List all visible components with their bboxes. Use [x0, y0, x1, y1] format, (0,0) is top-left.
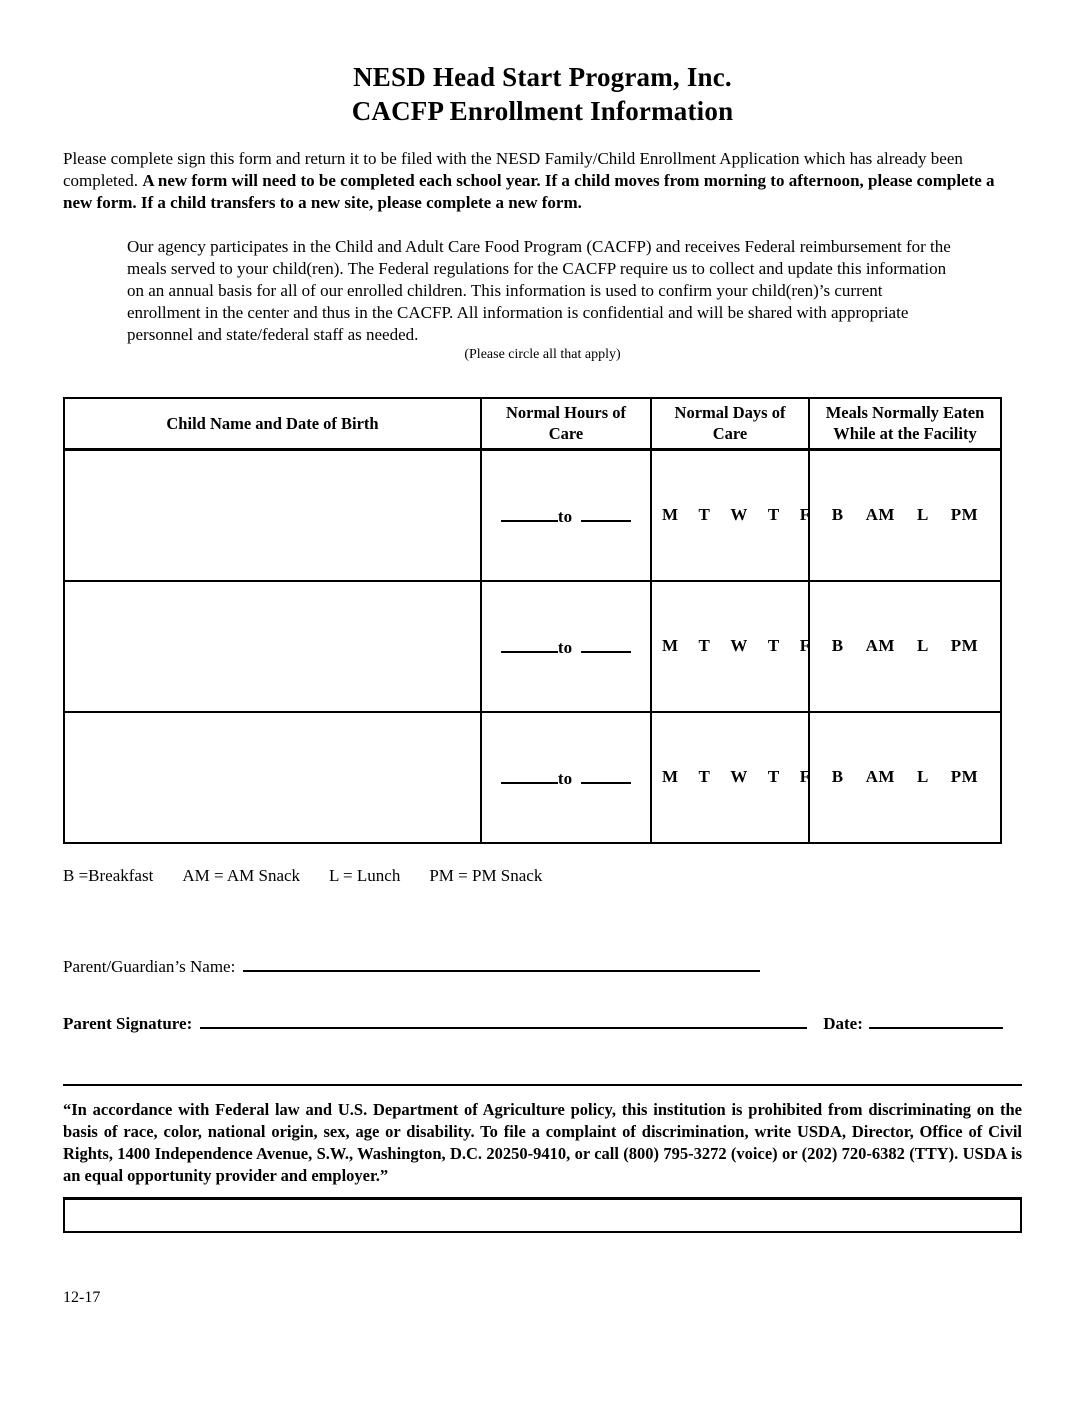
hours-from-blank[interactable] [501, 504, 558, 522]
day-option-monday[interactable]: M [662, 505, 679, 525]
legend-pm-snack: PM = PM Snack [429, 865, 543, 885]
signature-row [63, 1013, 1022, 1034]
meal-option-lunch[interactable]: L [916, 505, 929, 525]
meal-option-pm-snack[interactable]: PM [950, 636, 979, 655]
day-option-thursday[interactable]: T [767, 636, 780, 655]
meal-option-breakfast[interactable]: B [831, 636, 844, 655]
parent-signature-label: Parent Signature: [63, 1013, 193, 1033]
agency-paragraph: Our agency participates in the Child and Adult Care Food Program (CACFP) and receives Federal reimbursement for the meals served to your child(ren). The Federal regulations for the CACFP require us to collect and update this information on an annual basis for all of our enrolled children. This information is used to confirm your child(ren)’s current enrollment in the center and thus in the CACFP. All information is confidential and will be shared with appropriate personnel and state/federal staff as needed. [127, 237, 951, 344]
table-row [64, 581, 1001, 712]
date-blank[interactable] [869, 1013, 1003, 1029]
meal-option-pm-snack[interactable]: PM [950, 505, 979, 525]
meal-option-breakfast[interactable]: B [831, 505, 844, 525]
meal-option-lunch[interactable]: L [916, 767, 929, 786]
day-option-wednesday[interactable]: W [730, 767, 748, 786]
form-revision-code: 12-17 [63, 1288, 101, 1306]
meals-cell [809, 450, 1001, 581]
header-meals-eaten: Meals Normally Eaten While at the Facility [809, 398, 1001, 450]
day-option-thursday[interactable]: T [767, 505, 780, 525]
hours-to-word: to [557, 506, 573, 526]
day-option-wednesday[interactable]: W [730, 505, 748, 525]
table-header-row [64, 398, 1001, 450]
hours-from-blank[interactable] [501, 635, 558, 653]
legend-lunch: L = Lunch [329, 865, 401, 885]
meal-option-pm-snack[interactable]: PM [950, 767, 979, 786]
header-normal-days: Normal Days of Care [651, 398, 809, 450]
day-option-monday[interactable]: M [662, 636, 679, 655]
days-cell [651, 450, 809, 581]
hours-cell [481, 712, 651, 843]
hours-to-word: to [557, 768, 573, 788]
child-name-cell[interactable] [64, 450, 481, 581]
intro-text-bold: A new form will need to be completed each school year. If a child moves from morning to afternoon, please complete a new form. If a child transfers to a new site, please complete a new form. [63, 171, 995, 212]
legend-breakfast: B =Breakfast [63, 865, 154, 885]
hours-to-blank[interactable] [581, 635, 631, 653]
hours-from-blank[interactable] [501, 766, 558, 784]
day-option-friday[interactable]: F [799, 505, 811, 525]
intro-paragraph [63, 148, 1022, 214]
day-option-monday[interactable]: M [662, 767, 679, 786]
parent-name-row [63, 956, 1022, 977]
date-label: Date: [823, 1013, 863, 1033]
meal-option-am-snack[interactable]: AM [865, 636, 895, 655]
day-option-friday[interactable]: F [799, 636, 811, 655]
day-option-tuesday[interactable]: T [698, 505, 711, 525]
meals-cell [809, 581, 1001, 712]
child-name-cell[interactable] [64, 712, 481, 843]
days-cell [651, 581, 809, 712]
meal-option-am-snack[interactable]: AM [865, 505, 895, 525]
hours-to-word: to [557, 637, 573, 657]
usda-disclaimer: “In accordance with Federal law and U.S. Department of Agriculture policy, this institution is prohibited from discriminating on the basis of race, color, national origin, sex, age or disability. To file a complaint of discrimination, write USDA, Director, Office of Civil Rights, 1400 Independence Avenue, S.W., Washington, D.C. 20250-9410, or call (800) 795-3272 (voice) or (202) 720-6382 (TTY). USDA is an equal opportunity provider and employer.” [63, 1099, 1022, 1185]
day-option-thursday[interactable]: T [767, 767, 780, 786]
table-row [64, 450, 1001, 581]
meal-option-am-snack[interactable]: AM [865, 767, 895, 786]
meal-legend [63, 866, 1022, 886]
title-line-2: CACFP Enrollment Information [351, 96, 734, 126]
section-divider [63, 1084, 1022, 1086]
legend-am-snack: AM = AM Snack [182, 865, 301, 885]
hours-cell [481, 450, 651, 581]
parent-name-blank[interactable] [243, 956, 760, 972]
circle-all-note: (Please circle all that apply) [464, 347, 621, 362]
meals-cell [809, 712, 1001, 843]
hours-cell [481, 581, 651, 712]
days-cell [651, 712, 809, 843]
parent-name-label: Parent/Guardian’s Name: [63, 956, 236, 976]
day-option-friday[interactable]: F [799, 767, 811, 786]
hours-to-blank[interactable] [581, 766, 631, 784]
intro-text-regular: Please complete sign this form and return it to be filed with the NESD Family/Child Enrollment Application which has already been completed. [63, 149, 963, 190]
day-option-tuesday[interactable]: T [698, 767, 711, 786]
child-name-cell[interactable] [64, 581, 481, 712]
meal-option-lunch[interactable]: L [916, 636, 929, 655]
header-normal-hours: Normal Hours of Care [481, 398, 651, 450]
enrollment-table [63, 397, 1002, 844]
parent-signature-blank[interactable] [200, 1013, 807, 1029]
day-option-tuesday[interactable]: T [698, 636, 711, 655]
empty-notes-box[interactable] [63, 1197, 1022, 1233]
day-option-wednesday[interactable]: W [730, 636, 748, 655]
meal-option-breakfast[interactable]: B [831, 767, 844, 786]
table-row [64, 712, 1001, 843]
hours-to-blank[interactable] [581, 504, 631, 522]
title-line-1: NESD Head Start Program, Inc. [353, 62, 732, 92]
form-title [63, 60, 1022, 128]
header-child-name: Child Name and Date of Birth [64, 398, 481, 450]
